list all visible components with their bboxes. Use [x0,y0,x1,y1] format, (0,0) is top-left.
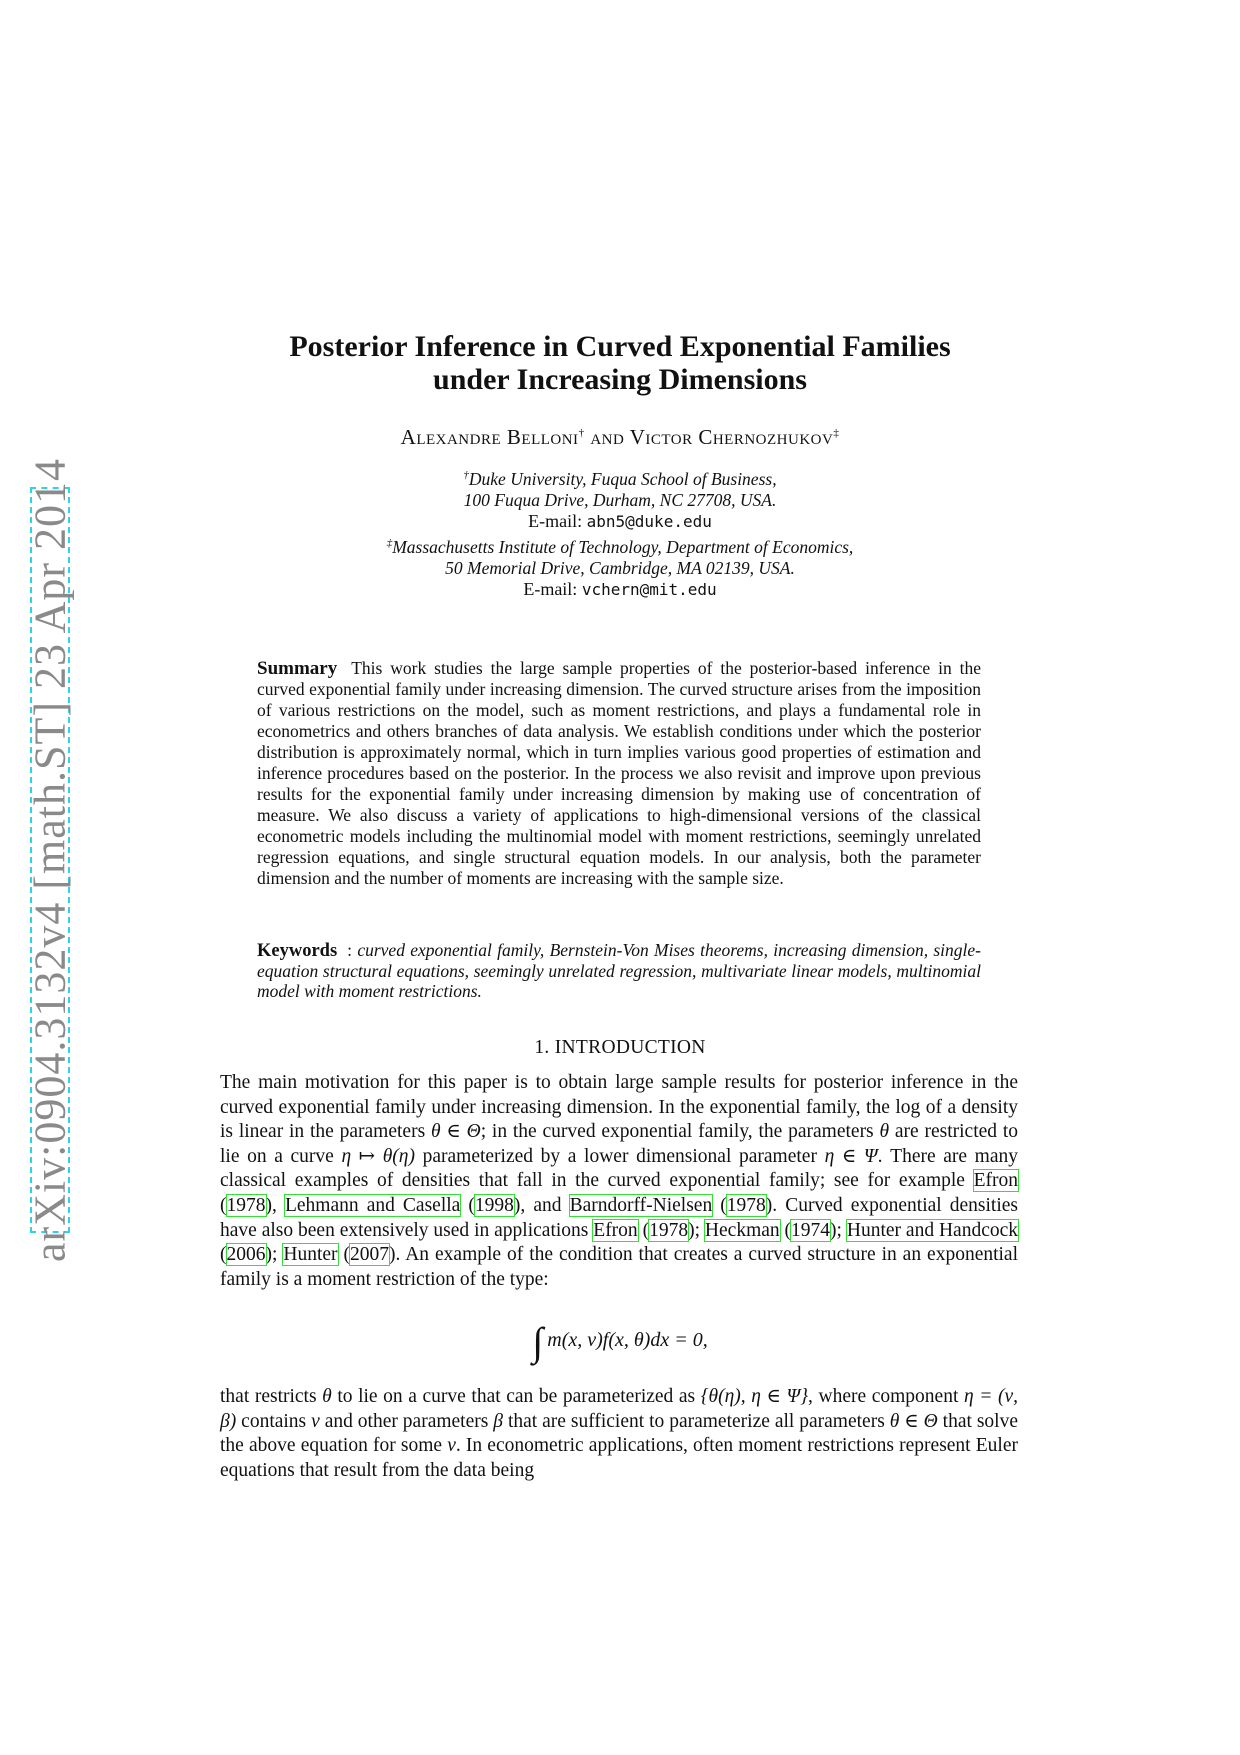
author-mark-double-dagger: ‡ [833,427,840,439]
author-line [200,425,1040,450]
keywords-colon: : [347,940,353,960]
citation-link[interactable]: Lehmann and Casella [284,1194,461,1216]
equation-body: m(x, ν)f(x, θ)dx = 0, [547,1329,708,1352]
author-mark-dagger: † [578,427,585,439]
title-line-2: under Increasing Dimensions [433,363,807,396]
text-run: contains [236,1410,312,1432]
affiliation-line-1: Duke University, Fuqua School of Business, [468,468,777,489]
paper-title [200,330,1040,396]
affiliation-mark: † [463,469,469,481]
section-heading [200,1037,1040,1059]
text-run: that restricts [220,1386,323,1407]
text-run: ; [272,1244,284,1266]
text-run: . In econometric applications, often moment restrictions represent Euler equations that result from the data being [220,1435,1018,1481]
math-inline: ν [447,1435,456,1457]
display-equation [200,1318,1040,1365]
text-run: The main motivation for this paper is to obtain large sample results for posterior inference in the curved exponential family under increasing dimension. In the exponential family, the log of a density is linear in the parameters [220,1072,1018,1143]
keywords-block [257,940,981,1001]
math-inline: β [493,1410,503,1432]
summary-block [257,658,981,889]
section-number: 1. [534,1037,550,1058]
author-connector: and [590,425,625,449]
citation-link[interactable]: Efron [593,1219,638,1241]
text-run: parameterized by a lower dimensional parameter [414,1145,825,1167]
citation-year-link[interactable]: 1978 [726,1194,766,1216]
text-run: that are sufficient to parameterize all parameters [503,1410,890,1432]
citation-link[interactable]: Barndorff-Nielsen [569,1194,713,1216]
email-label: E-mail: [523,578,582,599]
math-inline: η ↦ θ(η) [341,1145,415,1167]
citation-year-link[interactable]: 2007 [349,1244,389,1266]
intro-paragraph-1: The main motivation for this paper is to obtain large sample results for posterior inference in the curved exponential family under increasing dimension. In the exponential family, the log of a density is linear in the parameters θ ∈ Θ; in the curved exponential family, the parameters θ are restricted to lie on a curve η ↦ θ(η) parameterized by a lower dimensional parameter η ∈ Ψ. There are many classical examples of densities that fall in the curved exponential family; see for example Efron (1978), Lehmann and Casella (1998), and Barndorff-Nielsen (1978). Curved exponential densities have also been extensively used in applications Efron (1978); Heckman (1974); Hunter and Handcock (2006); Hunter (2007). An example of the condition that creates a curved structure in an exponential family is a moment restriction of the type: [220,1072,1019,1290]
summary-text: This work studies the large sample properties of the posterior-based inference in the curved exponential family under increasing dimension. The curved structure arises from the imposition of various restrictions on the model, such as moment restrictions, and plays a fundamental role in econometrics and others branches of data analysis. We establish conditions under which the posterior distribution is approximately normal, which in turn implies various good properties of estimation and inference procedures based on the posterior. In the process we also revisit and improve upon previous results for the exponential family under increasing dimension by making use of concentration of measure. We also discuss a variety of applications to high-dimensional versions of the classical econometric models including the multinomial model with moment restrictions, seemingly unrelated regression equations, and single structural equation models. In our analysis, both the parameter dimension and the number of moments are increasing with the sample size. [257,658,981,888]
text-run: , where component [808,1386,964,1407]
citation-link[interactable]: Heckman [704,1219,780,1241]
text-run: . An example of the condition that creates a curved structure in an exponential family is a moment restriction of the type: [220,1244,1019,1290]
citation-link[interactable]: Hunter [283,1244,338,1266]
section-title: INTRODUCTION [554,1037,706,1058]
email-belloni[interactable]: abn5@duke.edu [586,511,712,531]
intro-paragraph-2 [220,1385,1018,1483]
text-run: , [272,1194,285,1216]
math-inline: {θ(η), η ∈ Ψ} [700,1386,809,1407]
math-inline: ν [311,1410,320,1432]
math-inline: η ∈ Ψ [824,1145,878,1167]
math-inline: θ [879,1121,890,1143]
summary-label: Summary [257,658,338,679]
keywords-label: Keywords [257,941,338,961]
math-inline: θ [322,1386,332,1407]
math-inline: θ ∈ Θ [430,1121,481,1143]
text-run: ; in the curved exponential family, the parameters [480,1121,880,1143]
citation-year-link[interactable]: 2006 [226,1244,266,1266]
author-chernozhukov: Victor Chernozhukov [629,425,834,449]
math-inline: η = (ν, β) [220,1386,1019,1432]
text-run: and other parameters [319,1410,494,1432]
text-run: . Curved exponential densities have also been extensively used in applications [220,1194,1019,1241]
text-run: , and [520,1194,570,1216]
affiliation-duke [200,465,1040,532]
keywords-text: curved exponential family, Bernstein-Von Mises theorems, increasing dimension, single-equation structural equations, seemingly unrelated regression, multivariate linear models, multinomial model with moment restrictions. [257,940,981,1001]
affiliation-mark: ‡ [386,537,393,549]
affiliation-mit [200,533,1040,600]
citation-link[interactable]: Efron [973,1170,1018,1192]
text-run: are restricted to lie on a curve [220,1121,1019,1167]
arxiv-identifier: arXiv:0904.3132v4 [math.ST] 23 Apr 2014 [25,457,75,1263]
text-run: to lie on a curve that can be parameterized as [331,1386,701,1407]
email-chernozhukov[interactable]: vchern@mit.edu [581,579,717,599]
email-label: E-mail: [528,510,587,531]
citation-year-link[interactable]: 1974 [791,1219,831,1241]
math-inline: θ ∈ Θ [889,1410,938,1432]
arxiv-stamp [25,457,75,1263]
citation-link[interactable]: Hunter and Handcock [846,1219,1019,1241]
citation-year-link[interactable]: 1978 [649,1219,689,1241]
author-belloni: Alexandre Belloni [400,425,579,449]
text-run: ; [694,1219,705,1241]
affiliation-line-2: 100 Fuqua Drive, Durham, NC 27708, USA. [463,489,777,510]
affiliation-line-2: 50 Memorial Drive, Cambridge, MA 02139, USA. [445,557,795,578]
integral-sign: ∫ [532,1319,544,1364]
text-run: that solve the above equation for some [220,1410,1019,1457]
citation-year-link[interactable]: 1998 [474,1194,514,1216]
affiliation-line-1: Massachusetts Institute of Technology, Department of Economics, [392,536,854,557]
citation-year-link[interactable]: 1978 [226,1194,266,1216]
text-run: ; [836,1219,847,1241]
text-run: . There are many classical examples of densities that fall in the curved exponential family; see for example [220,1145,1018,1192]
title-line-1: Posterior Inference in Curved Exponential Families [289,330,951,363]
